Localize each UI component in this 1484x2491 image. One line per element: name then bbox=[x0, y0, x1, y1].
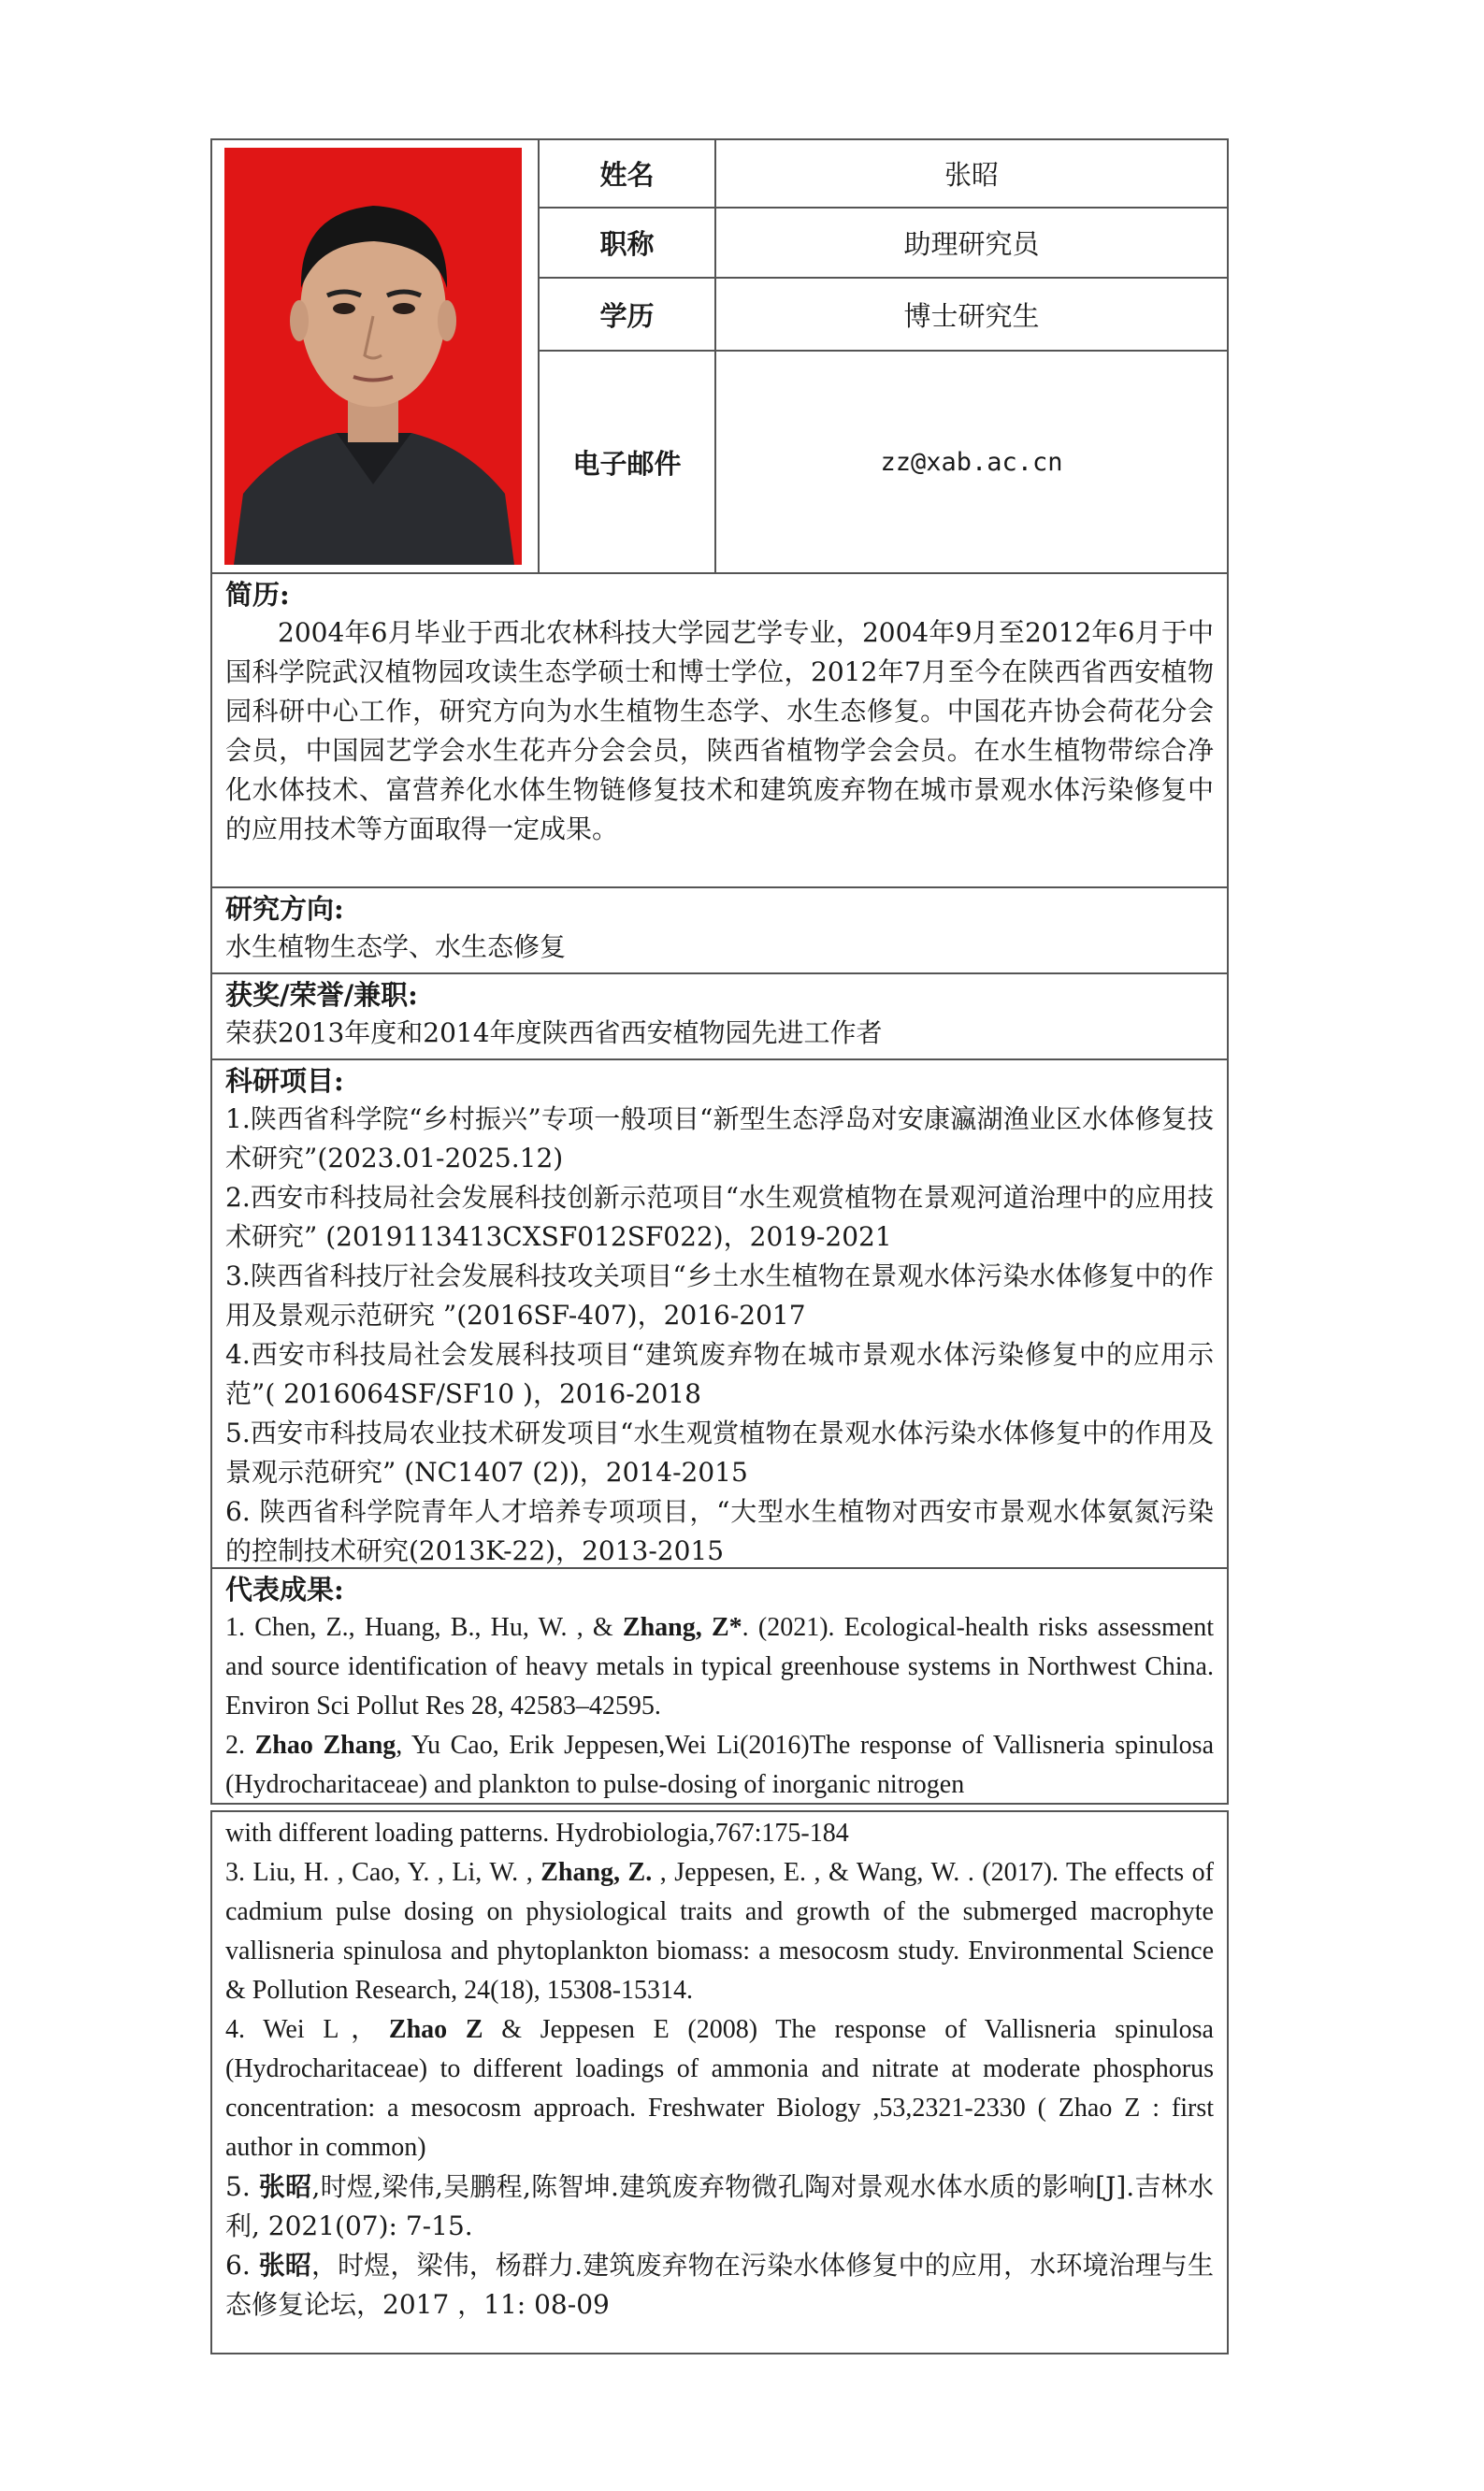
email-label: 电子邮件 bbox=[572, 447, 682, 480]
research-section bbox=[212, 886, 1227, 972]
title-label: 职称 bbox=[599, 228, 655, 260]
publication-item-2-cont: with different loading patterns. Hydrobiologia,767:175-184 bbox=[225, 1819, 849, 1848]
project-item: 2.西安市科技局社会发展科技创新示范项目“水生观赏植物在景观河道治理中的应用技术研究” (2019113413CXSF012SF022)，2019-2021 bbox=[225, 1182, 1214, 1252]
awards-text: 荣获2013年度和2014年度陕西省西安植物园先进工作者 bbox=[225, 1017, 883, 1048]
publication-item-1: 1. Chen, Z., Huang, B., Hu, W. , & Zhang, Z*. (2021). Ecological-health risks assessment and source identification of heavy metals in typical greenhouse systems in Northwest China. Environ Sci Pollut Res 28, 42583–42595. bbox=[225, 1613, 1214, 1721]
publication-item-5: 5. 张昭,时煜,梁伟,吴鹏程,陈智坤.建筑废弃物微孔陶对景观水体水质的影响[J].吉林水利, 2021(07): 7-15. bbox=[225, 2171, 1214, 2241]
publication-item-4: 4. Wei L，Zhao Z & Jeppesen E (2008) The response of Vallisneria spinulosa (Hydrocharitaceae) to different loadings of ammonia and nitrate at moderate phosphorus concentration: a mesocosm approach. Freshwater Biology ,53,2321-2330 ( Zhao Z : first author in common) bbox=[225, 2015, 1214, 2162]
education-label: 学历 bbox=[599, 299, 655, 332]
awards-section bbox=[212, 972, 1227, 1058]
name-label: 姓名 bbox=[599, 159, 655, 191]
publication-item-3: 3. Liu, H. , Cao, Y. , Li, W. , Zhang, Z. , Jeppesen, E. , & Wang, W. . (2017). The effects of cadmium pulse dosing on physiological traits and growth of the submerged macrophyte vallisneria spinulosa and phytoplankton biomass: a mesocosm study. Environmental Science & Pollution Research, 24(18), 15308-15314. bbox=[225, 1858, 1215, 2005]
person-portrait-icon bbox=[224, 148, 522, 565]
projects-heading: 科研项目: bbox=[225, 1065, 344, 1097]
projects-section bbox=[212, 1058, 1227, 1567]
education-value: 博士研究生 bbox=[903, 299, 1040, 332]
name-value: 张昭 bbox=[944, 159, 999, 191]
publications-heading: 代表成果: bbox=[225, 1574, 344, 1605]
title-value: 助理研究员 bbox=[903, 228, 1040, 260]
resume-section bbox=[212, 572, 1227, 886]
project-item: 3.陕西省科技厅社会发展科技攻关项目“乡土水生植物在景观水体污染水体修复中的作用及景观示范研究 ”(2016SF-407)，2016-2017 bbox=[225, 1260, 1214, 1331]
profile-photo bbox=[224, 148, 522, 565]
awards-heading: 获奖/荣誉/兼职: bbox=[225, 979, 418, 1011]
resume-text: 2004年6月毕业于西北农林科技大学园艺学专业，2004年9月至2012年6月于中国科学院武汉植物园攻读生态学硕士和博士学位，2012年7月至今在陕西省西安植物园科研中心工作，研究方向为水生植物生态学、水生态修复。中国花卉协会荷花分会会员，中国园艺学会水生花卉分会会员，陕西省植物学会会员。在水生植物带综合净化水体技术、富营养化水体生物链修复技术和建筑废弃物在城市景观水体污染修复中的应用技术等方面取得一定成果。 bbox=[225, 617, 1214, 844]
email-value: zz@xab.ac.cn bbox=[880, 447, 1063, 477]
profile-table bbox=[210, 138, 1229, 1805]
project-item: 1.陕西省科学院“乡村振兴”专项一般项目“新型生态浮岛对安康瀛湖渔业区水体修复技术研究”(2023.01-2025.12) bbox=[225, 1103, 1214, 1174]
publications-section bbox=[212, 1567, 1227, 1807]
publication-item-6: 6. 张昭，时煜，梁伟，杨群力.建筑废弃物在污染水体修复中的应用，水环境治理与生态修复论坛，2017 ，11: 08-09 bbox=[225, 2250, 1214, 2320]
research-heading: 研究方向: bbox=[225, 893, 344, 925]
publications-continued-table bbox=[210, 1810, 1229, 2354]
project-item: 5.西安市科技局农业技术研发项目“水生观赏植物在景观水体污染水体修复中的作用及景观示范研究” (NC1407 (2))，2014-2015 bbox=[225, 1418, 1214, 1488]
project-item: 6. 陕西省科学院青年人才培养专项项目，“大型水生植物对西安市景观水体氨氮污染的控制技术研究(2013K-22)，2013-2015 bbox=[225, 1496, 1214, 1566]
project-item: 4.西安市科技局社会发展科技项目“建筑废弃物在城市景观水体污染修复中的应用示范”( 2016064SF/SF10 )，2016-2018 bbox=[225, 1339, 1214, 1409]
resume-heading: 简历: bbox=[225, 579, 290, 611]
research-text: 水生植物生态学、水生态修复 bbox=[225, 931, 567, 962]
publication-item-2: 2. Zhao Zhang, Yu Cao, Erik Jeppesen,Wei Li(2016)The response of Vallisneria spinulosa (Hydrocharitaceae) and plankton to pulse-dosing of inorganic nitrogen bbox=[225, 1731, 1214, 1799]
